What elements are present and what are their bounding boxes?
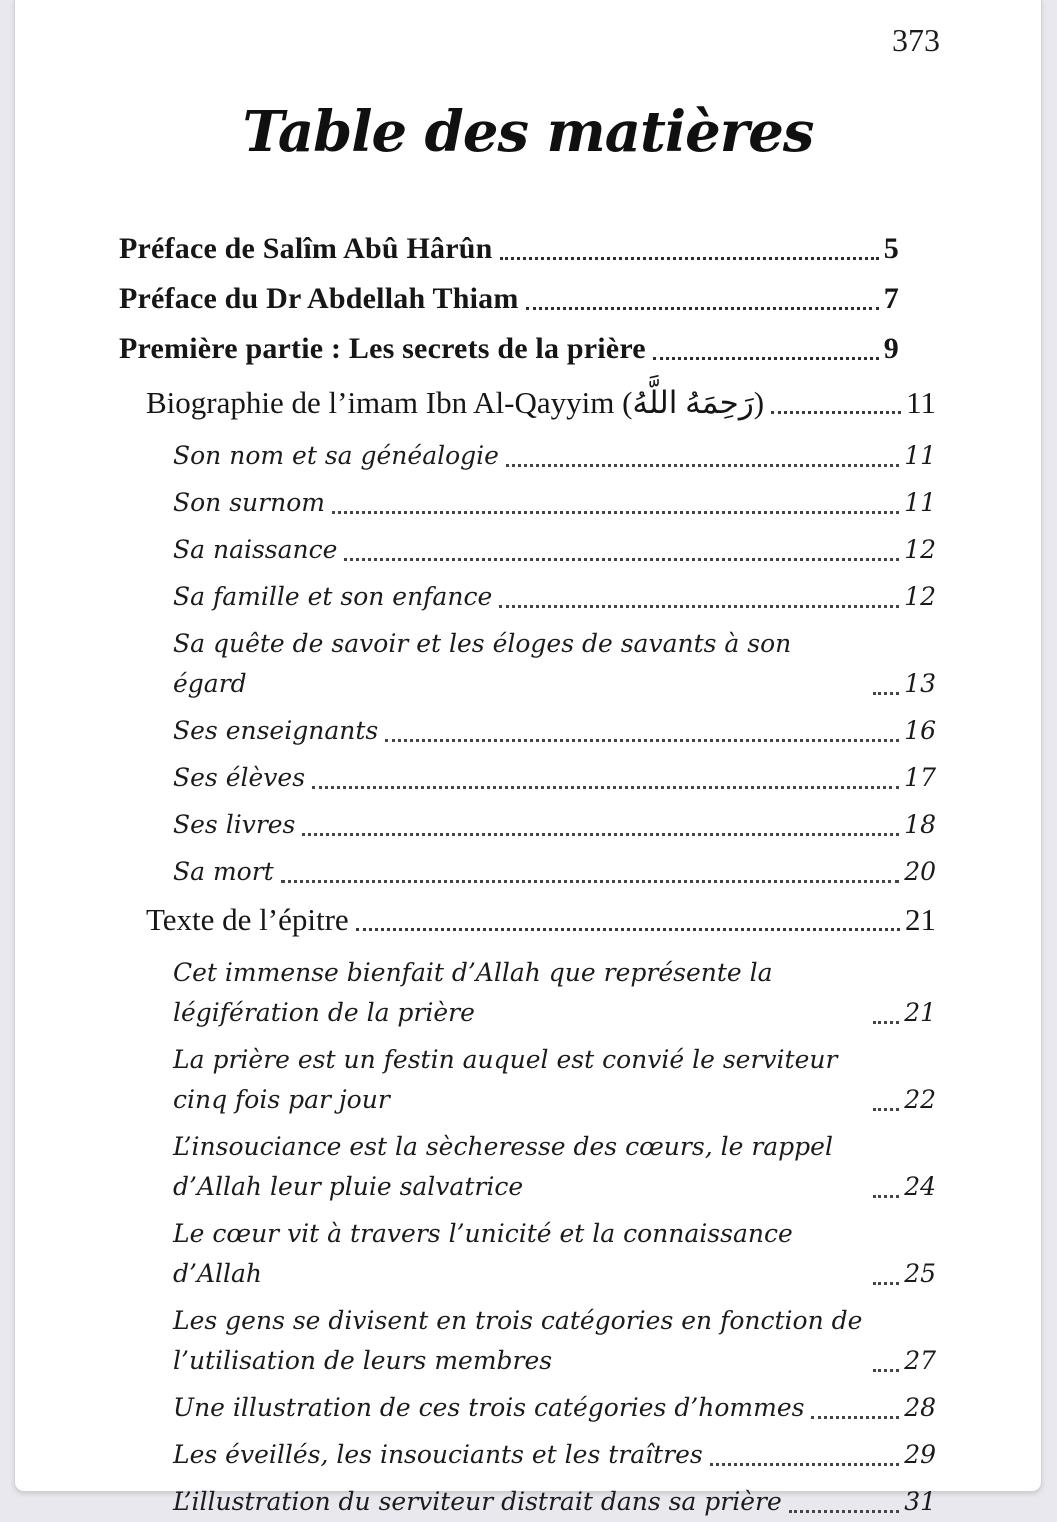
toc-entry-label: Les éveillés, les insouciants et les traîtres xyxy=(173,1440,703,1469)
dotted-leader xyxy=(771,411,901,414)
dotted-leader xyxy=(873,1195,899,1198)
toc-entry-page-number: 16 xyxy=(904,716,936,745)
toc-entry-page-number: 27 xyxy=(904,1346,936,1375)
dotted-leader xyxy=(873,1282,899,1285)
toc-entry-label: Texte de l’épitre xyxy=(146,902,349,937)
toc-entry-label: Préface du Dr Abdellah Thiam xyxy=(119,282,519,315)
page-title: Table des matières xyxy=(242,99,814,165)
toc-entry-page-number: 25 xyxy=(904,1259,936,1288)
toc-entry-page-number: 21 xyxy=(905,902,936,937)
dotted-leader xyxy=(811,1416,899,1419)
toc-entry-page-number: 22 xyxy=(904,1085,936,1114)
toc-entry xyxy=(119,1127,936,1207)
table-of-contents xyxy=(15,232,1041,1522)
toc-entry-page-number: 31 xyxy=(904,1487,936,1516)
toc-entry-label: Première partie : Les secrets de la prière xyxy=(119,332,646,365)
toc-entry-label: L’insouciance est la sècheresse des cœurs, le rappel d’Allah leur pluie salvatrice xyxy=(173,1132,833,1201)
toc-entry-page-number: 17 xyxy=(904,763,936,792)
toc-entry-label: Une illustration de ces trois catégories d’hommes xyxy=(173,1393,805,1422)
toc-entry-page-number: 18 xyxy=(904,810,936,839)
toc-entry-label: Préface de Salîm Abû Hârûn xyxy=(119,232,493,265)
toc-entry-page-number: 5 xyxy=(883,232,899,265)
toc-entry-page-number: 12 xyxy=(904,582,936,611)
dotted-leader xyxy=(281,880,899,883)
toc-entry xyxy=(119,758,936,798)
dotted-leader xyxy=(873,1369,899,1372)
toc-entry-page-number: 12 xyxy=(904,535,936,564)
toc-entry-page-number: 28 xyxy=(904,1393,936,1422)
toc-entry xyxy=(119,1214,936,1294)
dotted-leader xyxy=(332,511,899,514)
toc-entry xyxy=(119,1482,936,1522)
dotted-leader xyxy=(789,1510,899,1513)
toc-entry-page-number: 20 xyxy=(904,857,936,886)
toc-entry xyxy=(119,483,936,523)
toc-entry xyxy=(119,1388,936,1428)
toc-entry-page-number: 11 xyxy=(904,488,936,517)
toc-entry xyxy=(119,852,936,892)
toc-entry xyxy=(119,711,936,751)
dotted-leader xyxy=(710,1463,899,1466)
toc-entry-label: Sa naissance xyxy=(173,535,338,564)
toc-entry-label: Sa famille et son enfance xyxy=(173,582,493,611)
toc-entry xyxy=(119,282,899,316)
toc-entry-label: La prière est un festin auquel est convié le serviteur cinq fois par jour xyxy=(173,1045,838,1114)
dotted-leader xyxy=(506,464,899,467)
dotted-leader xyxy=(499,605,899,608)
toc-entry xyxy=(119,1301,936,1381)
toc-entry xyxy=(119,1040,936,1120)
toc-entry xyxy=(119,232,899,266)
book-page xyxy=(14,0,1042,1516)
toc-entry xyxy=(119,1435,936,1475)
toc-entry-label: Les gens se divisent en trois catégories en fonction de l’utilisation de leurs membres xyxy=(173,1306,863,1375)
toc-entry xyxy=(119,530,936,570)
toc-entry xyxy=(119,577,936,617)
toc-entry-label: L’illustration du serviteur distrait dans sa prière xyxy=(173,1487,782,1516)
toc-entry-page-number: 9 xyxy=(883,332,899,365)
dotted-leader xyxy=(356,928,900,931)
toc-entry xyxy=(119,899,936,941)
dotted-leader xyxy=(873,1108,899,1111)
toc-entry-label: Son surnom xyxy=(173,488,325,517)
toc-entry xyxy=(119,953,936,1033)
toc-entry-page-number: 11 xyxy=(906,385,936,420)
dotted-leader xyxy=(873,692,899,695)
toc-entry-page-number: 24 xyxy=(904,1172,936,1201)
toc-entry-label: Ses enseignants xyxy=(173,716,379,745)
toc-entry-page-number: 11 xyxy=(904,441,936,470)
toc-entry xyxy=(119,805,936,845)
toc-entry-label: Son nom et sa généalogie xyxy=(173,441,499,470)
dotted-leader xyxy=(526,307,879,310)
toc-entry xyxy=(119,382,936,424)
toc-entry xyxy=(119,332,899,366)
toc-entry-page-number: 7 xyxy=(883,282,899,315)
dotted-leader xyxy=(873,1021,899,1024)
dotted-leader xyxy=(653,357,879,360)
dotted-leader xyxy=(344,558,899,561)
dotted-leader xyxy=(385,739,899,742)
dotted-leader xyxy=(302,833,899,836)
toc-entry-label: Ses livres xyxy=(173,810,296,839)
dotted-leader xyxy=(312,786,899,789)
toc-entry-label: Sa mort xyxy=(173,857,274,886)
dotted-leader xyxy=(500,257,879,260)
toc-entry-label: Cet immense bienfait d’Allah que représente la légifération de la prière xyxy=(173,958,773,1027)
page-number: 373 xyxy=(892,22,940,58)
toc-entry-page-number: 21 xyxy=(904,998,936,1027)
toc-entry xyxy=(119,624,936,704)
toc-entry-label: Biographie de l’imam Ibn Al-Qayyim (رَحِمَهُ اللَّهُ) xyxy=(146,385,765,420)
toc-entry-page-number: 13 xyxy=(904,669,936,698)
toc-entry xyxy=(119,436,936,476)
toc-entry-label: Ses élèves xyxy=(173,763,306,792)
toc-entry-page-number: 29 xyxy=(904,1440,936,1469)
toc-entry-label: Le cœur vit à travers l’unicité et la connaissance d’Allah xyxy=(173,1219,793,1288)
toc-entry-label: Sa quête de savoir et les éloges de savants à son égard xyxy=(173,629,792,698)
